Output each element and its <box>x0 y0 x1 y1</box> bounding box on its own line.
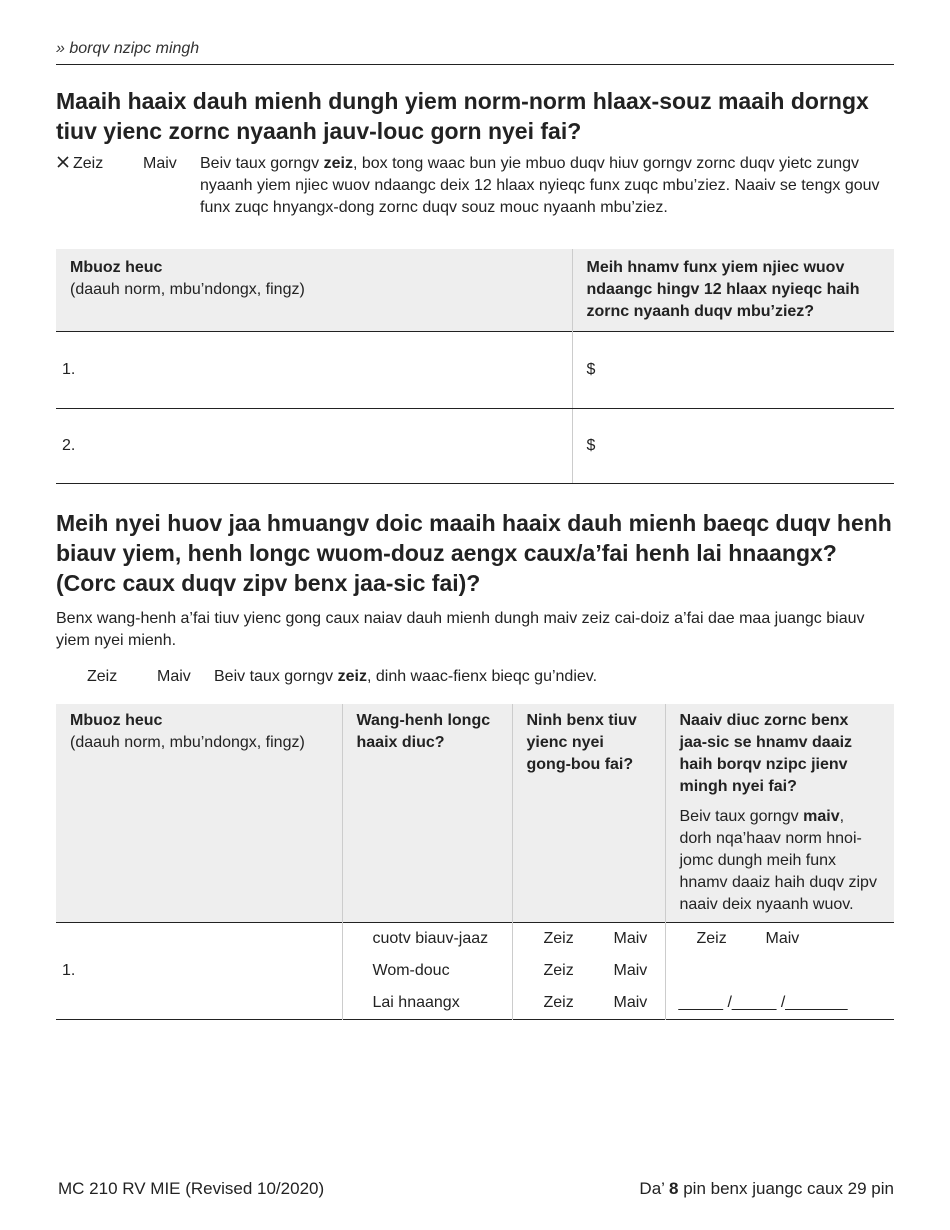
income-row-name-cell[interactable] <box>56 409 572 484</box>
continue-no-option[interactable]: Maiv <box>765 930 800 947</box>
page-number-current: 8 <box>669 1179 679 1198</box>
question-2-title: Meih nyei huov jaa hmuangv doic maaih haaix dauh mienh baeqc duqv henh biauv yiem, henh longc wuom-douz aengx caux/a’fai henh lai hnaangx? (Corc caux duqv zipv benx jaa-sic fai)? <box>56 510 892 596</box>
household-col-name-title: Mbuoz heuc <box>70 712 163 729</box>
household-table <box>56 704 894 1020</box>
q1-yes-option[interactable]: Zeiz <box>73 155 104 172</box>
household-row-relation-cell <box>342 923 512 1020</box>
q1-instruction-keyword: zeiz <box>323 155 353 172</box>
paid-yes-option[interactable]: Zeiz <box>543 994 574 1011</box>
income-table-header <box>56 249 894 332</box>
household-table-header <box>56 704 894 923</box>
income-row-amount-cell[interactable] <box>572 409 894 484</box>
paid-no-option[interactable]: Maiv <box>613 994 648 1011</box>
col4-note-keyword: maiv <box>803 808 840 825</box>
q2-yes-option[interactable]: Zeiz <box>87 668 118 685</box>
household-row-paid-cell <box>512 923 665 1020</box>
breadcrumb: » borqv nzipc mingh <box>56 40 200 57</box>
household-col-relation-header <box>342 704 512 923</box>
income-col-name-header <box>56 249 572 332</box>
income-col-name-subtitle: (daauh norm, mbu’ndongx, fingz) <box>70 281 305 298</box>
paid-yes-option[interactable]: Zeiz <box>543 930 574 947</box>
q1-instruction-post: , box tong waac bun yie mbuo duqv hiuv gorngv zornc duqv yietc zungv nyaanh yiem njiec wuov ndaangc deix 12 hlaax nyieqc funx zuqc mbu’ziez. Naaiv se tengx gouv funx zuqc hnyangx-dong zornc duqv souz mouc nyaanh mbu’ziez. <box>200 155 880 216</box>
household-row-continue-cell <box>665 923 894 1020</box>
q1-no-option[interactable]: Maiv <box>143 155 177 172</box>
question-1-title: Maaih haaix dauh mienh dungh yiem norm-norm hlaax-souz maaih dorngx tiuv yienc zornc nyaanh jauv-louc gorn nyei fai? <box>56 88 869 144</box>
income-col-name-title: Mbuoz heuc <box>70 259 163 276</box>
table-row <box>56 409 894 484</box>
relation-option[interactable]: Wom-douc <box>372 962 450 979</box>
paid-no-option[interactable]: Maiv <box>613 930 648 947</box>
income-col-amount-header <box>572 249 894 332</box>
checked-x-icon[interactable] <box>56 155 70 169</box>
income-col-amount-title: Meih hnamv funx yiem njiec wuov ndaangc hingv 12 hlaax nyieqc haih zornc nyaanh duqv mbu’ziez? <box>586 259 860 320</box>
row-number: 1. <box>62 361 76 378</box>
row-number: 2. <box>62 437 76 454</box>
income-row-name-cell[interactable] <box>56 332 572 409</box>
income-row-amount-cell[interactable] <box>572 332 894 409</box>
paid-no-option[interactable]: Maiv <box>613 962 648 979</box>
currency-symbol: $ <box>586 437 596 454</box>
continue-yes-option[interactable]: Zeiz <box>696 930 727 947</box>
col4-note-post: , dorh nqa’haav norm hnoi-jomc dungh meih funx hnamv daaiz haih duqv zipv naaiv deix nyaanh wuov. <box>679 808 877 913</box>
page-number-pre: Da’ <box>639 1179 670 1198</box>
household-col-paid-title: Ninh benx tiuv yienc nyei gong-bou fai? <box>526 712 637 773</box>
q2-no-option[interactable]: Maiv <box>157 668 191 685</box>
paid-yes-option[interactable]: Zeiz <box>543 962 574 979</box>
form-identifier: MC 210 RV MIE (Revised 10/2020) <box>58 1179 325 1198</box>
relation-option[interactable]: Lai hnaangx <box>372 994 460 1011</box>
page-number-post: pin benx juangc caux 29 pin <box>678 1179 894 1198</box>
household-row-name-cell[interactable] <box>56 923 342 1020</box>
q1-instruction-pre: Beiv taux gorngv <box>200 155 324 172</box>
household-col-name-subtitle: (daauh norm, mbu’ndongx, fingz) <box>70 734 305 751</box>
question-2-description: Benx wang-henh a’fai tiuv yienc gong caux naiav dauh mienh dungh maiv zeiz cai-doiz a’fai dae maa juangc biauv yiem nyei mienh. <box>56 610 865 649</box>
q1-instruction <box>200 153 880 219</box>
relation-option[interactable]: cuotv biauv-jaaz <box>372 930 489 947</box>
breadcrumb-divider <box>56 64 894 65</box>
household-col-continue-title: Naaiv diuc zornc benx jaa-sic se hnamv daaiz haih borqv nzipc jienv mingh nyei fai? <box>679 712 853 795</box>
q2-instruction <box>214 666 597 688</box>
page-number <box>639 1179 894 1199</box>
q2-instruction-pre: Beiv taux gorngv <box>214 668 338 685</box>
q2-instruction-post: , dinh waac-fienx bieqc gu’ndiev. <box>366 668 598 685</box>
row-number: 1. <box>62 962 76 979</box>
end-date-field[interactable]: _____ /_____ /_______ <box>678 994 848 1011</box>
income-table <box>56 249 894 484</box>
household-col-continue-header <box>665 704 894 923</box>
currency-symbol: $ <box>586 361 596 378</box>
q2-instruction-keyword: zeiz <box>337 668 367 685</box>
household-col-name-header <box>56 704 342 923</box>
household-col-relation-title: Wang-henh longc haaix diuc? <box>356 712 491 751</box>
household-col-continue-note <box>680 806 881 916</box>
form-page <box>56 0 894 1230</box>
table-row <box>56 332 894 409</box>
household-col-paid-header <box>512 704 665 923</box>
table-row <box>56 923 894 1020</box>
col4-note-pre: Beiv taux gorngv <box>679 808 804 825</box>
